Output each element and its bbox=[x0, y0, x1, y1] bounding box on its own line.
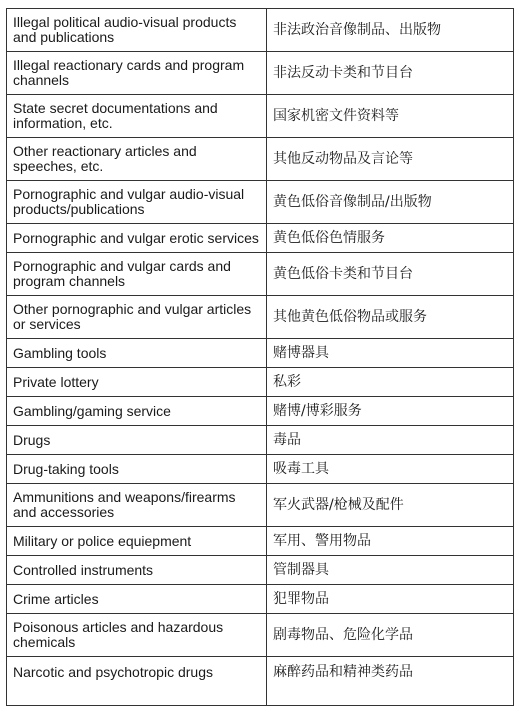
chinese-item-cell: 剧毒物品、危险化学品 bbox=[267, 614, 514, 657]
table-row bbox=[7, 52, 514, 95]
table-row bbox=[7, 657, 514, 706]
english-item-cell: Drug-taking tools bbox=[7, 455, 267, 484]
chinese-item-cell: 军火武器/枪械及配件 bbox=[267, 484, 514, 527]
chinese-item-cell: 赌博器具 bbox=[267, 339, 514, 368]
english-item-cell: Pornographic and vulgar erotic services bbox=[7, 224, 267, 253]
english-item-cell: Illegal political audio-visual products and publications bbox=[7, 9, 267, 52]
table-row bbox=[7, 527, 514, 556]
chinese-item-cell: 赌博/博彩服务 bbox=[267, 397, 514, 426]
english-item-cell: Other pornographic and vulgar articles or services bbox=[7, 296, 267, 339]
chinese-item-cell: 非法反动卡类和节目台 bbox=[267, 52, 514, 95]
table-row bbox=[7, 95, 514, 138]
english-item-cell: Other reactionary articles and speeches, etc. bbox=[7, 138, 267, 181]
chinese-item-cell: 私彩 bbox=[267, 368, 514, 397]
table-body bbox=[7, 9, 514, 706]
english-item-cell: Illegal reactionary cards and program channels bbox=[7, 52, 267, 95]
chinese-item-cell: 黄色低俗卡类和节目台 bbox=[267, 253, 514, 296]
table-row bbox=[7, 9, 514, 52]
table-row bbox=[7, 296, 514, 339]
table-row bbox=[7, 181, 514, 224]
content-table-container bbox=[6, 8, 513, 706]
chinese-item-cell: 犯罪物品 bbox=[267, 585, 514, 614]
chinese-item-cell: 其他黄色低俗物品或服务 bbox=[267, 296, 514, 339]
chinese-item-cell: 黄色低俗音像制品/出版物 bbox=[267, 181, 514, 224]
table-row bbox=[7, 224, 514, 253]
table-row bbox=[7, 614, 514, 657]
table-row bbox=[7, 585, 514, 614]
chinese-item-cell: 管制器具 bbox=[267, 556, 514, 585]
chinese-item-cell: 军用、警用物品 bbox=[267, 527, 514, 556]
english-item-cell: Pornographic and vulgar audio-visual products/publications bbox=[7, 181, 267, 224]
chinese-item-cell: 毒品 bbox=[267, 426, 514, 455]
table-row bbox=[7, 484, 514, 527]
table-row bbox=[7, 556, 514, 585]
english-item-cell: Pornographic and vulgar cards and program channels bbox=[7, 253, 267, 296]
chinese-item-cell: 麻醉药品和精神类药品 bbox=[267, 657, 514, 706]
table-row bbox=[7, 455, 514, 484]
english-item-cell: State secret documentations and information, etc. bbox=[7, 95, 267, 138]
english-item-cell: Poisonous articles and hazardous chemicals bbox=[7, 614, 267, 657]
english-item-cell: Crime articles bbox=[7, 585, 267, 614]
english-item-cell: Drugs bbox=[7, 426, 267, 455]
table-row bbox=[7, 253, 514, 296]
table-row bbox=[7, 368, 514, 397]
chinese-item-cell: 吸毒工具 bbox=[267, 455, 514, 484]
prohibited-items-table bbox=[6, 8, 514, 706]
english-item-cell: Gambling/gaming service bbox=[7, 397, 267, 426]
english-item-cell: Narcotic and psychotropic drugs bbox=[7, 657, 267, 706]
english-item-cell: Gambling tools bbox=[7, 339, 267, 368]
chinese-item-cell: 国家机密文件资料等 bbox=[267, 95, 514, 138]
english-item-cell: Military or police equiepment bbox=[7, 527, 267, 556]
table-row bbox=[7, 138, 514, 181]
chinese-item-cell: 非法政治音像制品、出版物 bbox=[267, 9, 514, 52]
english-item-cell: Private lottery bbox=[7, 368, 267, 397]
table-row bbox=[7, 426, 514, 455]
chinese-item-cell: 其他反动物品及言论等 bbox=[267, 138, 514, 181]
english-item-cell: Ammunitions and weapons/firearms and accessories bbox=[7, 484, 267, 527]
english-item-cell: Controlled instruments bbox=[7, 556, 267, 585]
table-row bbox=[7, 397, 514, 426]
chinese-item-cell: 黄色低俗色情服务 bbox=[267, 224, 514, 253]
table-row bbox=[7, 339, 514, 368]
